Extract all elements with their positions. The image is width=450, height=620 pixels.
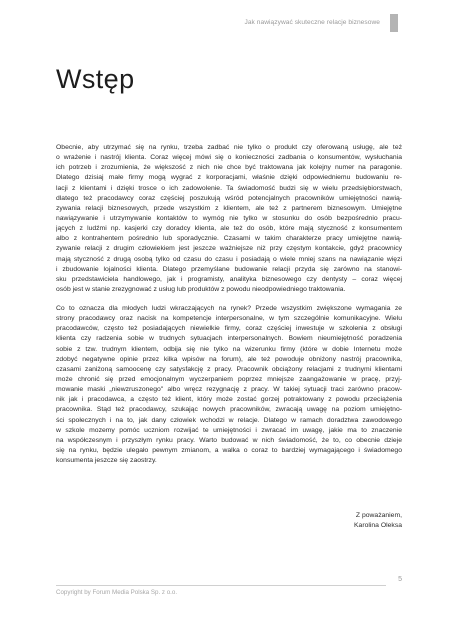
text-line: się na rynku, będzie ulegało pewnym zmianom, a walka o coraz to bardziej wymagającego i świadomego [56, 446, 402, 454]
text-line: Obecnie, aby utrzymać się na rynku, trzeba zadbać nie tylko o produkt czy oferowaną usługę, ale też [56, 144, 402, 151]
text-line: czasami zaniżoną samoocenę czy satysfakcję z pracy. Pracownik obciążony relacjami z trudnymi klientami [56, 365, 402, 373]
text-line: może chronić się przed emocjonalnym wyczerpaniem poprzez mniejsze zaangażowanie w pracę, przyj- [56, 375, 402, 383]
text-line: mają styczność z drugą osobą tylko od czasu do czasu i posiadają o wiele mniej szans na nawiązanie więzi [56, 255, 402, 263]
text-line: ich potrzeb i zrozumienia, że większość z nich nie chce być traktowana jak kolejny numer na paragonie. [56, 164, 402, 172]
page-number: 5 [398, 576, 402, 583]
text-line: osób jest w stanie zrezygnować z usług lub produktów z powodu nieodpowiedniego traktowania. [56, 285, 346, 293]
text-line: na współczesnym i przyszłym rynku pracy. Warto budować w nich świadomość, że to, co obecnie dzieje [56, 436, 402, 444]
text-line: sobie z tzw. trudnym klientem, odbija się nie tylko na wizerunku firmy (które w dobie Internetu może [56, 345, 402, 353]
paragraph-2 [56, 304, 402, 466]
text-line: i zbudowanie lojalności klienta. Dlatego przemyślane budowanie relacji przyda się zarówno na stanowi- [56, 265, 402, 273]
running-head: Jak nawiązywać skuteczne relacje biznesowe [244, 19, 380, 26]
paragraph-1 [56, 143, 402, 295]
text-line: Dlatego dzisiaj małe firmy mogą wygrać z korporacjami, właśnie dzięki odpowiedniemu budowaniu re- [56, 174, 402, 182]
text-line: nawiązywanie i utrzymywanie kontaktów to wymóg nie tylko w stosunku do osób bezpośrednio pracu- [56, 214, 402, 222]
text-line: konsumenta jeszcze się zaostrzy. [56, 457, 157, 465]
copyright-notice: Copyright by Forum Media Polska Sp. z o.o. [56, 589, 178, 596]
closing-greeting: Z poważaniem, [355, 512, 402, 519]
header-accent-bar [390, 14, 398, 32]
text-line: sku przedstawiciela handlowego, jak i programisty, analityka biznesowego czy dentysty – coraz więcej [56, 275, 402, 283]
text-line: zdobyć negatywne opinie przez kilka wpisów na forum), ale też powoduje obniżony nastrój pracownika, [56, 355, 402, 363]
text-line: w szkole mozemy pomóc uczniom rozwijać te umiejętności i zwracać im uwagę, jakie ma to znaczenie [56, 426, 402, 434]
text-line: strony pracodawcy oraz nacisk na kompetencje interpersonalne, w tym szczególnie komunikacyjne. Wielu [56, 315, 402, 323]
text-line: dlatego też pracodawcy coraz częściej poszukują wśród potencjalnych pracowników umiejętności nawią- [56, 194, 402, 202]
page-title: Wstęp [56, 64, 135, 94]
text-line: Co to oznacza dla młodych ludzi wkraczających na rynek? Przede wszystkim zwiększone wymagania ze [56, 305, 402, 312]
signer-name: Karolina Oleksa [354, 522, 402, 529]
text-line: albo z kontrahentem pośrednio lub sporadycznie. Czasami w takim charakterze pracy umiejętne nawią- [56, 235, 402, 243]
text-line: lacji z klientami i dzięki trosce o ich zadowolenie. Ta świadomość budzi się w wielu przedsiębiorstwach, [56, 184, 402, 192]
text-line: zywanie relacji z drugim człowiekiem jest jeszcze ważniejsze niż przy częstym kontakcie, gdyż pracownicy [56, 245, 402, 253]
text-line: o wrażenie i nastrój klienta. Coraz więcej mówi się o konieczności zadbania o konsumentów, wysłuchania [56, 154, 402, 162]
text-line: mowanie maski „niewzruszonego" albo wręcz rezygnację z pracy. W takiej sytuacji traci zarówno pracow- [56, 386, 402, 394]
text-line: pracodawców, często też posiadających niewielkie firmy, coraz częściej inwestuje w szkolenia z obsługi [56, 325, 402, 333]
text-line: klienta czy radzenia sobie w trudnych sytuacjach interpersonalnych. Bowiem nieumiejętność poradzenia [56, 335, 402, 343]
text-line: nik jak i pracodawca, a często też klient, który może zostać gorzej potraktowany z powodu przeciążenia [56, 396, 402, 404]
text-line: jących z ludźmi np. kasjerki czy doradcy klienta, ale też do osób, które mają styczność z konsumentem [56, 225, 402, 233]
text-line: pracownika. Stąd też pracodawcy, szukając nowych pracowników, zwracają uwagę na poziom umiejętno- [56, 406, 402, 414]
footer-divider [56, 585, 386, 586]
text-line: zywania relacji biznesowych, przede wszystkim z klientem, ale też z partnerem biznesowym. Umiejętne [56, 204, 402, 212]
text-line: ści społecznych i na to, jak dany człowiek wchodzi w relacje. Dlatego w ramach doradztwa zawodowego [56, 416, 402, 424]
